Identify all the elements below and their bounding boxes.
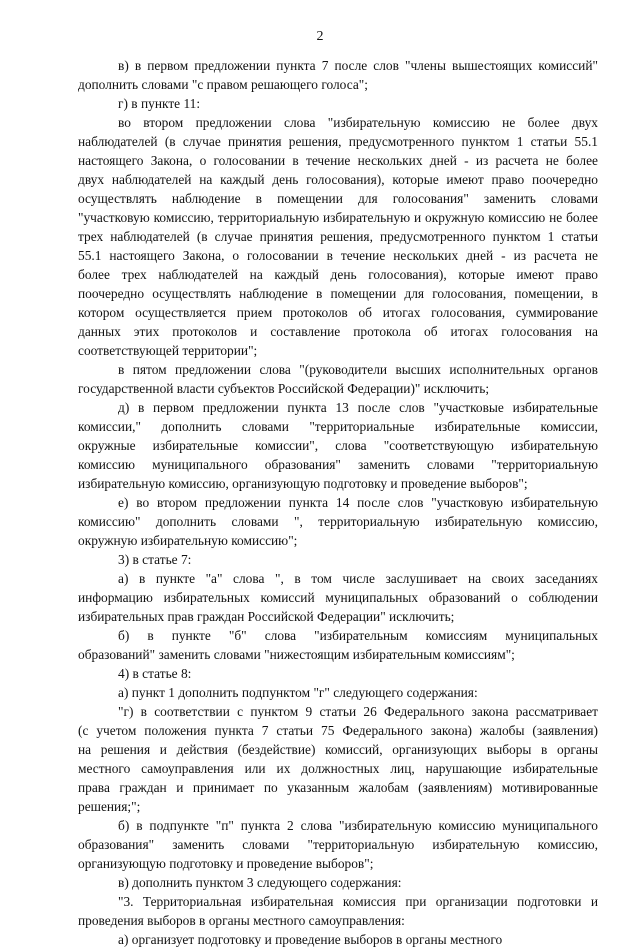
text-line: организующую подготовку и проведение выборов"; — [78, 856, 374, 871]
text-line: "участковую комиссию, территориальную избирательную и окружную комиссию не более — [78, 210, 598, 225]
paragraph — [118, 683, 598, 702]
text-line: окружную избирательную комиссию"; — [78, 533, 298, 548]
page-number: 2 — [316, 29, 324, 44]
text-line: б) в подпункте "п" пункта 2 слова "избирательную комиссию муниципального — [118, 818, 598, 833]
document-body — [78, 56, 598, 949]
text-line: более трех наблюдателей на каждый день голосования), которые имеют право — [78, 267, 598, 282]
text-line: информацию избирательных комиссий муниципальных образований о соблюдении — [78, 590, 598, 605]
paragraph — [78, 56, 598, 94]
paragraph — [78, 493, 598, 550]
text-line: на решения и действия (бездействие) комиссий, организующих выборы в органы — [78, 742, 598, 757]
paragraph — [78, 398, 598, 493]
text-line: во втором предложении слова "избирательную комиссию не более двух — [118, 115, 598, 130]
paragraph — [78, 360, 598, 398]
text-line: в) в первом предложении пункта 7 после слов "члены вышестоящих комиссий" — [118, 58, 598, 73]
text-line: осуществлять наблюдение в помещении для голосования" заменить словами — [78, 191, 598, 206]
text-line: д) в первом предложении пункта 13 после слов "участковые избирательные — [118, 400, 598, 415]
text-line: а) организует подготовку и проведение выборов в органы местного — [118, 932, 503, 947]
paragraph — [78, 626, 598, 664]
paragraph — [118, 550, 598, 569]
paragraph — [78, 569, 598, 626]
paragraph — [118, 873, 598, 892]
text-line: в) дополнить пунктом 3 следующего содержания: — [118, 875, 402, 890]
text-line: г) в пункте 11: — [118, 96, 201, 111]
text-line: наблюдателей (в случае принятия решения, предусмотренного пунктом 1 статьи 55.1 — [78, 134, 598, 149]
paragraph — [78, 113, 598, 360]
text-line: (с учетом положения пункта 7 статьи 75 Федерального закона) жалобы (заявления) — [78, 723, 598, 738]
text-line: 55.1 настоящего Закона, о голосовании в течение нескольких дней - из расчета не — [78, 248, 598, 263]
text-line: а) в пункте "а" слова ", в том числе заслушивает на своих заседаниях — [118, 571, 598, 586]
text-line: "г) в соответствии с пунктом 9 статьи 26 Федерального закона рассматривает — [118, 704, 598, 719]
text-line: а) пункт 1 дополнить подпунктом "г" следующего содержания: — [118, 685, 478, 700]
text-line: настоящего Закона, о голосовании в течение нескольких дней - из расчета не более — [78, 153, 598, 168]
text-line: решения;"; — [78, 799, 141, 814]
text-line: комиссию муниципального образования" заменить словами "территориальную — [78, 457, 598, 472]
text-line: соответствующей территории"; — [78, 343, 258, 358]
text-line: избирательную комиссию, организующую подготовку и проведение выборов"; — [78, 476, 528, 491]
paragraph — [78, 892, 598, 930]
text-line: местного самоуправления или их должностных лиц, нарушающие избирательные — [78, 761, 598, 776]
text-line: дополнить словами "с правом решающего голоса"; — [78, 77, 368, 92]
text-line: комиссию" дополнить словами ", территориальную избирательную комиссию, — [78, 514, 598, 529]
text-line: трех наблюдателей (в случае принятия решения, предусмотренного пунктом 1 статьи — [78, 229, 598, 244]
paragraph — [78, 816, 598, 873]
text-line: "3. Территориальная избирательная комиссия при организации подготовки и — [118, 894, 598, 909]
paragraph — [118, 664, 598, 683]
paragraph — [78, 702, 598, 816]
text-line: избирательных прав граждан Российской Федерации" исключить; — [78, 609, 455, 624]
text-line: окружные избирательные комиссии", слова "соответствующую избирательную — [78, 438, 598, 453]
text-line: двух наблюдателей на каждый день голосования), которые имеют право поочередно — [78, 172, 598, 187]
text-line: 3) в статье 7: — [118, 552, 192, 567]
text-line: е) во втором предложении пункта 14 после слов "участковую избирательную — [118, 495, 598, 510]
paragraph — [118, 930, 598, 949]
paragraph — [118, 94, 598, 113]
text-line: котором осуществляется прием протоколов об итогах голосования, суммирование — [78, 305, 598, 320]
text-line: б) в пункте "б" слова "избирательным комиссиям муниципальных — [118, 628, 598, 643]
text-line: поочередно осуществлять наблюдение в помещении для голосования, помещении, в — [78, 286, 598, 301]
text-line: 4) в статье 8: — [118, 666, 192, 681]
text-line: комиссии," дополнить словами "территориальные избирательные комиссии, — [78, 419, 598, 434]
text-line: права граждан и принимает по указанным жалобам (заявлениям) мотивированные — [78, 780, 598, 795]
text-line: проведения выборов в органы местного самоуправления: — [78, 913, 405, 928]
text-line: образования" заменить словами "территориальную избирательную комиссию, — [78, 837, 598, 852]
text-line: данных этих протоколов и составление протокола об итогах голосования на — [78, 324, 598, 339]
text-line: государственной власти субъектов Российской Федерации)" исключить; — [78, 381, 490, 396]
text-line: в пятом предложении слова "(руководители высших исполнительных органов — [118, 362, 598, 377]
text-line: образований" заменить словами "нижестоящим избирательным комиссиям"; — [78, 647, 515, 662]
